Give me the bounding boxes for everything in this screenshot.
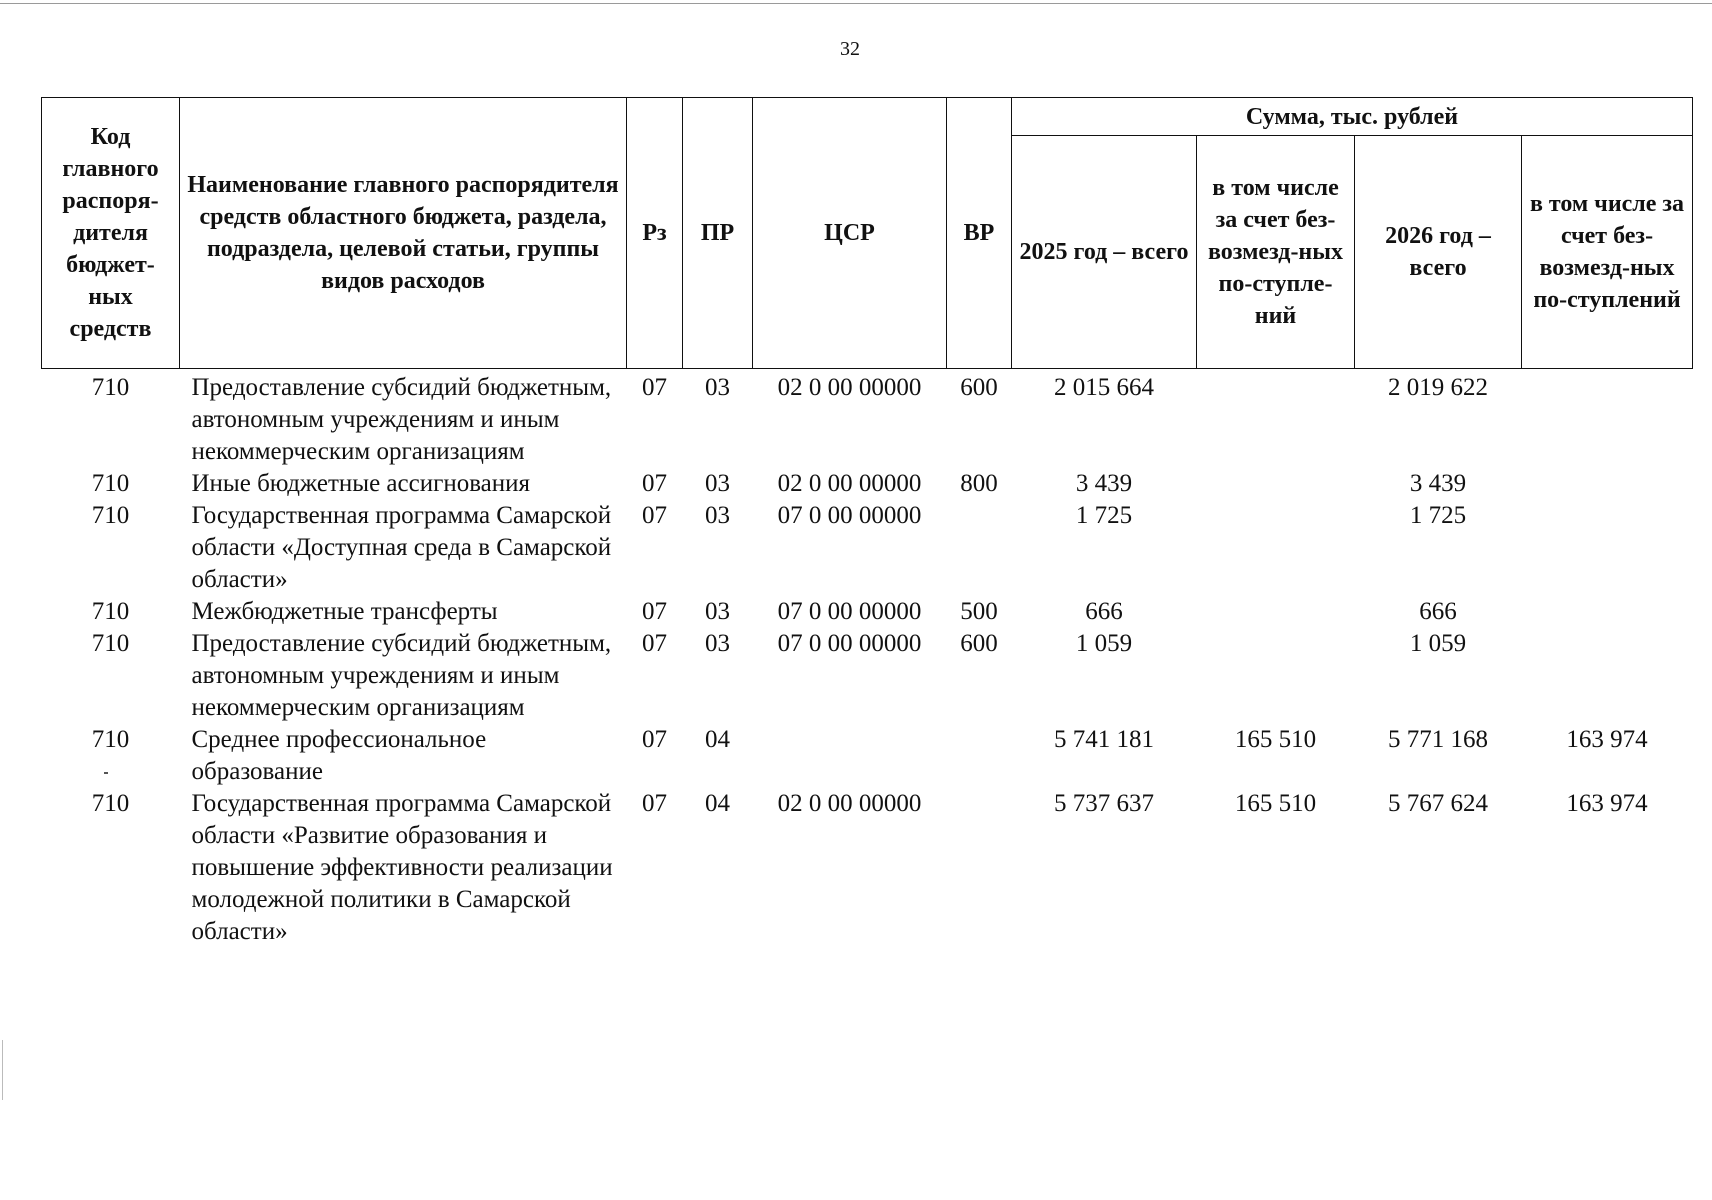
cell-rz: 07 [642, 598, 667, 625]
cell-rz: 07 [642, 790, 667, 817]
cell-incl-2026: 163 974 [1566, 790, 1648, 817]
table-header [42, 98, 1693, 369]
cell-vr [947, 724, 1012, 788]
cell-code: 710 [91, 502, 130, 529]
header-csr: ЦСР [753, 98, 947, 369]
table-row [42, 596, 1693, 628]
header-total-2025: 2025 год – всего [1012, 136, 1197, 369]
header-rz: Рз [627, 98, 683, 369]
cell-code: 710 [91, 790, 130, 817]
page-top-border [0, 3, 1712, 4]
cell-incl-2026 [1522, 596, 1693, 628]
header-incl-2026: в том числе за счет без-возмезд-ных по-ступлений [1522, 136, 1693, 369]
cell-incl-2026: 163 974 [1566, 726, 1648, 753]
cell-rz: 07 [642, 502, 667, 529]
cell-pr: 04 [705, 726, 730, 753]
table-row [42, 788, 1693, 948]
cell-incl-2025 [1197, 596, 1355, 628]
cell-total-2026: 5 771 168 [1388, 726, 1488, 753]
header-pr: ПР [683, 98, 753, 369]
cell-rz: 07 [642, 726, 667, 753]
cell-pr: 03 [705, 630, 730, 657]
cell-name: Предоставление субсидий бюджетным, автономным учреждениям и иным некоммерческим организациям [191, 630, 612, 721]
header-sum-group: Сумма, тыс. рублей [1012, 98, 1693, 136]
cell-incl-2025 [1197, 500, 1355, 596]
cell-incl-2025: 165 510 [1234, 790, 1317, 817]
cell-pr: 03 [705, 598, 730, 625]
table-row [42, 628, 1693, 724]
table-row [42, 724, 1693, 788]
cell-pr: 03 [705, 502, 730, 529]
cell-vr: 500 [960, 598, 998, 625]
cell-incl-2026 [1522, 369, 1693, 469]
cell-code: 710 [91, 726, 130, 753]
cell-vr: 800 [960, 470, 998, 497]
cell-name: Иные бюджетные ассигнования [191, 470, 531, 497]
cell-csr: 02 0 00 00000 [777, 470, 922, 497]
cell-incl-2025: 165 510 [1234, 726, 1317, 753]
cell-incl-2026 [1522, 500, 1693, 596]
cell-total-2025: 1 725 [1075, 502, 1133, 529]
cell-total-2026: 3 439 [1409, 470, 1467, 497]
cell-pr: 04 [705, 790, 730, 817]
cell-name: Предоставление субсидий бюджетным, автономным учреждениям и иным некоммерческим организациям [191, 374, 612, 465]
cell-vr [947, 788, 1012, 948]
cell-csr: 07 0 00 00000 [777, 630, 922, 657]
cell-incl-2025 [1197, 628, 1355, 724]
budget-table [41, 97, 1693, 948]
cell-csr [753, 724, 947, 788]
cell-csr: 07 0 00 00000 [777, 598, 922, 625]
cell-total-2025: 1 059 [1075, 630, 1133, 657]
cell-code: 710 [91, 630, 130, 657]
cell-rz: 07 [642, 374, 667, 401]
table-row [42, 468, 1693, 500]
cell-name: Государственная программа Самарской области «Доступная среда в Самарской области» [191, 502, 612, 593]
scan-speck [104, 772, 108, 774]
cell-name: Среднее профессиональное образование [191, 726, 487, 785]
cell-incl-2026 [1522, 628, 1693, 724]
cell-total-2026: 666 [1419, 598, 1457, 625]
table-body [42, 369, 1693, 949]
cell-code: 710 [91, 598, 130, 625]
header-name: Наименование главного распорядителя средств областного бюджета, раздела, подраздела, целевой статьи, группы видов расходов [180, 98, 627, 369]
cell-pr: 03 [705, 374, 730, 401]
cell-vr: 600 [960, 630, 998, 657]
cell-total-2026: 1 059 [1409, 630, 1467, 657]
header-total-2026: 2026 год – всего [1355, 136, 1522, 369]
table-row [42, 500, 1693, 596]
cell-total-2025: 5 741 181 [1054, 726, 1154, 753]
cell-total-2026: 1 725 [1409, 502, 1467, 529]
cell-total-2026: 2 019 622 [1388, 374, 1488, 401]
cell-incl-2026 [1522, 468, 1693, 500]
cell-name: Государственная программа Самарской области «Развитие образования и повышение эффективности реализации молодежной политики в Самарской области» [191, 790, 613, 945]
cell-code: 710 [91, 470, 130, 497]
cell-total-2026: 5 767 624 [1388, 790, 1488, 817]
table-row [42, 369, 1693, 469]
cell-total-2025: 3 439 [1075, 470, 1133, 497]
header-code: Код главного распоря-дителя бюджет-ных средств [42, 98, 180, 369]
cell-rz: 07 [642, 630, 667, 657]
cell-pr: 03 [705, 470, 730, 497]
cell-vr [947, 500, 1012, 596]
cell-incl-2025 [1197, 468, 1355, 500]
cell-incl-2025 [1197, 369, 1355, 469]
cell-code: 710 [91, 374, 130, 401]
header-vr: ВР [947, 98, 1012, 369]
cell-csr: 02 0 00 00000 [777, 374, 922, 401]
cell-csr: 07 0 00 00000 [777, 502, 922, 529]
cell-total-2025: 2 015 664 [1054, 374, 1154, 401]
cell-total-2025: 666 [1085, 598, 1123, 625]
cell-rz: 07 [642, 470, 667, 497]
cell-csr: 02 0 00 00000 [777, 790, 922, 817]
header-incl-2025: в том числе за счет без-возмезд-ных по-ступле-ний [1197, 136, 1355, 369]
cell-name: Межбюджетные трансферты [191, 598, 498, 625]
cell-total-2025: 5 737 637 [1054, 790, 1154, 817]
scan-edge-mark [2, 1040, 3, 1100]
cell-vr: 600 [960, 374, 998, 401]
page-number: 32 [840, 38, 860, 60]
